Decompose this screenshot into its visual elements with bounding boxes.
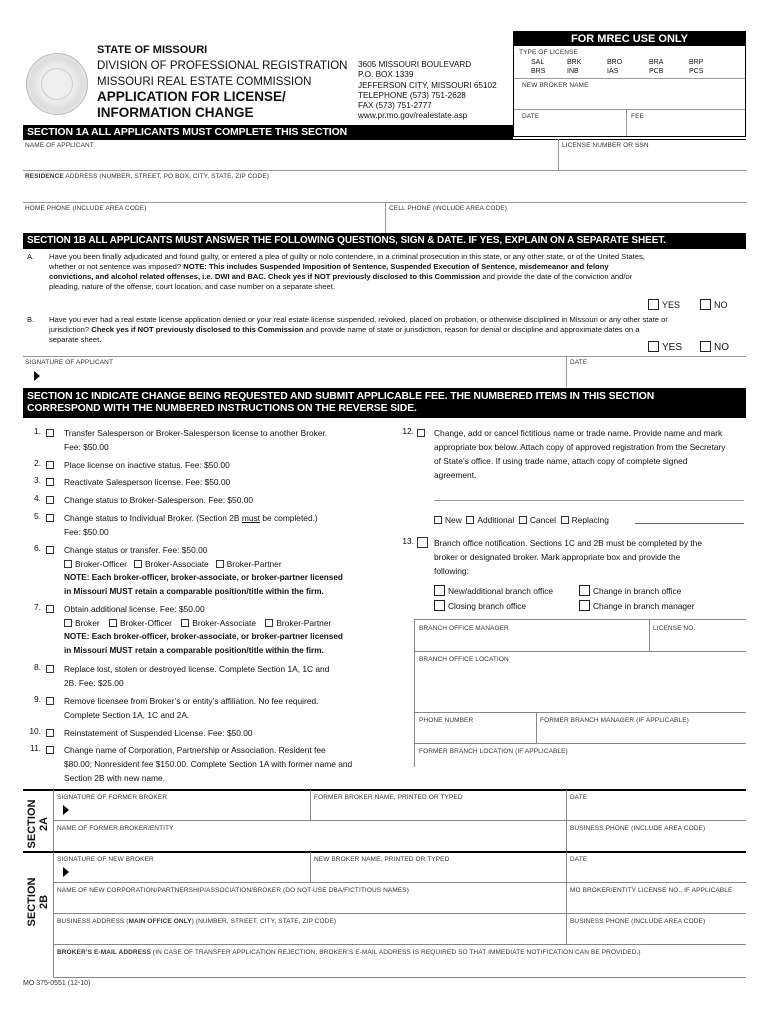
item-5-text: Change status to Individual Broker. (Section 2B must be completed.) Fee: $50.00 [64, 513, 318, 537]
item-12-replacing[interactable]: Replacing [561, 515, 609, 525]
item-8-checkbox[interactable] [46, 665, 54, 673]
name-of-applicant-field[interactable] [23, 150, 558, 170]
question-a-yes[interactable]: YES [648, 299, 680, 310]
item-6-broker-officer[interactable]: Broker-Officer [64, 559, 127, 569]
form-title-line2: INFORMATION CHANGE [97, 105, 254, 120]
item-number: 2. [34, 458, 41, 468]
item-6-options [64, 557, 282, 571]
item-1-text: Transfer Salesperson or Broker-Salesperson license to another Broker. Fee: $50.00 [64, 428, 328, 452]
question-a-line: whether or not sentence was imposed? NOTE: This includes Suspended Imposition of Sentence, Suspended Execution of Sentence, misdemeanor and felony [49, 262, 609, 271]
former-business-phone-field[interactable] [568, 833, 746, 850]
former-branch-manager-field[interactable] [538, 726, 745, 742]
item-12-new[interactable]: New [434, 515, 462, 525]
new-business-phone-field[interactable] [568, 926, 746, 943]
item-11-text: Change name of Corporation, Partnership or Association. Resident fee $80.00; Nonresident fee $150.00. Complete Section 1A with former name and Section 2B with new name. [64, 745, 353, 783]
item-number: 9. [34, 694, 41, 704]
mrec-title: FOR MREC USE ONLY [514, 32, 745, 46]
code-brs: BRS [531, 68, 546, 75]
section-2b-sidebar [23, 852, 53, 944]
mo-broker-license-label: MO BROKER/ENTITY LICENSE NO., IF APPLICABLE [570, 887, 733, 894]
home-phone-label: HOME PHONE (INCLUDE AREA CODE) [25, 205, 147, 212]
address-line: P.O. BOX 1339 [358, 70, 414, 80]
address-line: 3605 MISSOURI BOULEVARD [358, 60, 472, 69]
item-12-text: Change, add or cancel fictitious name or trade name. Provide name and mark appropriate box below. Attach copy of approved registration from the Secretary of State’s office. If using trade name, attach copy of complete signed agreement. [434, 428, 726, 480]
former-branch-location-label: FORMER BRANCH LOCATION (IF APPLICABLE) [419, 748, 568, 755]
item-8-text: Replace lost, stolen or destroyed license. Complete Section 1A, 1C and 2B. Fee: $25.00 [64, 664, 330, 688]
item-number: 6. [34, 543, 41, 553]
item-number: 7. [34, 602, 41, 612]
item-10-text: Reinstatement of Suspended License. Fee: $50.00 [64, 728, 253, 738]
mrec-use-box [513, 31, 746, 137]
item-7-checkbox[interactable] [46, 605, 54, 613]
code-sal: SAL [531, 59, 545, 66]
form-title-line1: APPLICATION FOR LICENSE/ [97, 89, 286, 104]
section-2b-side-label: SECTION [26, 877, 38, 927]
item-7-broker-officer[interactable]: Broker-Officer [109, 618, 172, 628]
code-brp: BRP [689, 59, 704, 66]
former-broker-printed-field[interactable] [312, 802, 564, 819]
item-number: 12. [402, 426, 414, 436]
section-2a-side-label: SECTION [26, 799, 38, 849]
branch-phone-label: PHONE NUMBER [419, 717, 474, 724]
branch-license-field[interactable] [651, 634, 745, 650]
item-9-checkbox[interactable] [46, 697, 54, 705]
new-broker-date-label: DATE [570, 856, 588, 863]
code-bro: BRO [607, 59, 623, 66]
item-number: 13. [402, 536, 414, 546]
item-12-options [434, 513, 744, 527]
item-4-text: Change status to Broker-Salesperson. Fee: $50.00 [64, 495, 254, 505]
type-of-license-label: TYPE OF LICENSE [519, 49, 578, 56]
code-pcs: PCS [689, 68, 704, 75]
item-2-checkbox[interactable] [46, 461, 54, 469]
item-1-checkbox[interactable] [46, 429, 54, 437]
new-broker-signature-label: SIGNATURE OF NEW BROKER [57, 856, 154, 863]
fax: FAX (573) 751-2777 [358, 101, 432, 111]
question-b-no[interactable]: NO [700, 341, 729, 353]
section-1a-title: SECTION 1A ALL APPLICANTS MUST COMPLETE THIS SECTION [23, 125, 513, 139]
item-5-checkbox[interactable] [46, 514, 54, 522]
branch-phone-field[interactable] [417, 726, 535, 742]
home-phone-field[interactable] [23, 214, 383, 232]
former-broker-date-field[interactable] [568, 802, 746, 819]
applicant-signature-field[interactable] [45, 367, 560, 387]
signature-arrow-icon [63, 867, 69, 877]
branch-office-location-field[interactable] [417, 665, 745, 711]
residence-address-field[interactable] [23, 182, 746, 202]
name-of-applicant-label: NAME OF APPLICANT [25, 142, 94, 149]
item-6-checkbox[interactable] [46, 546, 54, 554]
signature-arrow-icon [63, 805, 69, 815]
code-bra: BRA [649, 59, 664, 66]
code-inb: INB [567, 68, 579, 75]
commission-address [358, 60, 497, 122]
item-7-text: Obtain additional license. Fee: $50.00 [64, 604, 205, 614]
section-1c-title-line: CORRESPOND WITH THE NUMBERED INSTRUCTIONS ON THE REVERSE SIDE. [27, 403, 417, 414]
header-division: DIVISION OF PROFESSIONAL REGISTRATION [97, 60, 348, 72]
code-pcb: PCB [649, 68, 664, 75]
header-commission: MISSOURI REAL ESTATE COMMISSION [97, 76, 312, 88]
item-6-text: Change status or transfer. Fee: $50.00 [64, 545, 208, 555]
former-branch-manager-label: FORMER BRANCH MANAGER (IF APPLICABLE) [540, 717, 689, 724]
question-a-no[interactable]: NO [700, 299, 728, 310]
item-10-checkbox[interactable] [46, 729, 54, 737]
item-number: 4. [34, 493, 41, 503]
business-address-label: BUSINESS ADDRESS (MAIN OFFICE ONLY) (NUMBER, STREET, CITY, STATE, ZIP CODE) [57, 918, 337, 925]
address-line: JEFFERSON CITY, MISSOURI 65102 [358, 80, 497, 90]
item-12-cancel[interactable]: Cancel [519, 515, 556, 525]
branch-office-location-label: BRANCH OFFICE LOCATION [419, 656, 509, 663]
applicant-date-field[interactable] [568, 367, 746, 387]
item-number: 8. [34, 662, 41, 672]
section-1b-title: SECTION 1B ALL APPLICANTS MUST ANSWER THE FOLLOWING QUESTIONS, SIGN & DATE. IF YES, EXPLAIN ON A SEPARATE SHEET. [23, 233, 746, 249]
code-ias: IAS [607, 68, 619, 75]
former-broker-printed-label: FORMER BROKER NAME, PRINTED OR TYPED [314, 794, 463, 801]
item-2-text: Place license on inactive status. Fee: $50.00 [64, 460, 230, 470]
new-business-phone-label: BUSINESS PHONE (INCLUDE AREA CODE) [570, 918, 706, 925]
item-number: 10. [29, 726, 41, 736]
question-a [27, 252, 745, 292]
new-broker-signature-field[interactable] [72, 864, 308, 881]
code-brk: BRK [567, 59, 582, 66]
new-broker-name-label: NEW BROKER NAME [522, 82, 589, 89]
item-7-broker-partner[interactable]: Broker-Partner [265, 618, 331, 628]
branch-license-label: LICENSE NO. [653, 625, 696, 632]
former-branch-location-field[interactable] [417, 757, 745, 768]
license-number-field[interactable] [560, 150, 746, 170]
website: www.pr.mo.gov/realestate.asp [358, 111, 468, 121]
item-13-change-manager[interactable]: Change in branch manager [579, 601, 695, 611]
former-business-phone-label: BUSINESS PHONE (INCLUDE AREA CODE) [570, 825, 706, 832]
item-number: 11. [29, 743, 41, 753]
item-13-options [434, 584, 744, 613]
former-broker-signature-field[interactable] [72, 802, 308, 819]
header-state: STATE OF MISSOURI [97, 44, 208, 56]
item-7-broker-associate[interactable]: Broker-Associate [181, 618, 256, 628]
section-2a-side-number: 2A [38, 816, 50, 832]
item-12-additional[interactable]: Additional [466, 515, 514, 525]
business-address-field[interactable] [55, 926, 564, 943]
question-b-line: Have you ever had a real estate license application denied or your real estate license suspended, revoked, placed on probation, or otherwise disciplined in Missouri or any other state or [49, 315, 668, 324]
new-broker-printed-label: NEW BROKER NAME, PRINTED OR TYPED [314, 856, 450, 863]
cell-phone-label: CELL PHONE (INCLUDE AREA CODE) [389, 205, 507, 212]
applicant-signature-label: SIGNATURE OF APPLICANT [25, 359, 114, 366]
question-b-yes[interactable]: YES [648, 341, 682, 353]
residence-address-label: RESIDENCE ADDRESS (NUMBER, STREET, PO BOX, CITY, STATE, ZIP CODE) [25, 173, 270, 180]
form-number: MO 375-0551 (12-10) [23, 980, 91, 987]
item-13-change-branch[interactable]: Change in branch office [579, 586, 681, 596]
item-12-checkbox[interactable] [417, 429, 425, 437]
item-11-checkbox[interactable] [46, 746, 54, 754]
signature-arrow-icon [34, 371, 40, 381]
question-b-line: separate sheet. [49, 335, 102, 344]
section-2a-sidebar [23, 790, 53, 851]
question-b [27, 315, 745, 345]
item-7-broker[interactable]: Broker [64, 618, 100, 628]
question-a-line: convictions, and alcohol related offenses, i.e. DWI and BAC. Check yes if NOT previously disclosed to this Commission and provide the date of the conviction and/or [49, 272, 633, 281]
item-7-options [64, 616, 331, 630]
item-13-new-branch[interactable]: New/additional branch office [434, 584, 579, 599]
item-13-checkbox[interactable] [417, 537, 428, 548]
former-broker-signature-label: SIGNATURE OF FORMER BROKER [57, 794, 168, 801]
question-a-line: Have you been finally adjudicated and found guilty, or entered a plea of guilty or nolo contendere, in a criminal prosecution in this state, or any other state, or of the United States, [49, 252, 645, 261]
item-9-text: Remove licensee from Broker’s or entity’s affiliation. No fee required. Complete Section 1A, 1C and 2A. [64, 696, 319, 720]
question-letter: B. [27, 315, 35, 324]
item-6-broker-associate[interactable]: Broker-Associate [134, 559, 209, 569]
former-broker-date-label: DATE [570, 794, 588, 801]
item-6-broker-partner[interactable]: Broker-Partner [216, 559, 282, 569]
broker-email-label: BROKER’S E-MAIL ADDRESS (IN CASE OF TRANSFER APPLICATION REJECTION, BROKER’S E-MAIL ADDRESS IS REQUIRED SO THAT IMMEDIATE NOTIFICATION CAN BE PROVIDED.) [57, 949, 641, 956]
cell-phone-field[interactable] [387, 214, 746, 232]
new-broker-date-field[interactable] [568, 864, 746, 881]
branch-office-manager-field[interactable] [417, 634, 647, 650]
branch-office-box [414, 619, 746, 767]
question-letter: A. [27, 252, 35, 261]
item-13-closing-branch[interactable]: Closing branch office [434, 599, 579, 614]
item-3-checkbox[interactable] [46, 478, 54, 486]
former-broker-entity-field[interactable] [55, 833, 564, 850]
new-entity-name-field[interactable] [55, 895, 564, 912]
item-4-checkbox[interactable] [46, 496, 54, 504]
section-1c-title-line: SECTION 1C INDICATE CHANGE BEING REQUESTED AND SUBMIT APPLICABLE FEE. THE NUMBERED ITEMS IN THIS SECTION [27, 391, 655, 402]
section-2b-side-number: 2B [38, 894, 50, 910]
item-number: 1. [34, 426, 41, 436]
question-b-line: jurisdiction? Check yes if NOT previously disclosed to this Commission and provide name of state or jurisdiction, reason for denial or discipline and approximate dates on a [49, 325, 640, 334]
telephone: TELEPHONE (573) 751-2628 [358, 90, 466, 100]
item-13-text: Branch office notification. Sections 1C and 2B must be completed by the broker or designated broker. Mark appropriate box and provide the following: [434, 538, 702, 576]
branch-office-manager-label: BRANCH OFFICE MANAGER [419, 625, 509, 632]
mrec-date-label: DATE [522, 113, 540, 120]
question-a-line: pleading, nature of the offense, court location, and case number on a separate sheet. [49, 282, 336, 291]
license-number-label: LICENSE NUMBER OR SSN [562, 142, 649, 149]
state-seal [26, 53, 88, 115]
new-entity-name-label: NAME OF NEW CORPORATION/PARTNERSHIP/ASSOCIATION/BROKER (DO NOT USE DBA/FICTITIOUS NAMES) [57, 887, 410, 894]
former-broker-entity-label: NAME OF FORMER BROKER/ENTITY [57, 825, 174, 832]
section-1c-title [23, 388, 746, 418]
item-number: 5. [34, 511, 41, 521]
mrec-fee-label: FEE [631, 113, 644, 120]
item-number: 3. [34, 475, 41, 485]
mo-broker-license-field[interactable] [568, 895, 746, 912]
broker-email-field[interactable] [55, 958, 746, 976]
item-6-note: NOTE: Each broker-officer, broker-associate, or broker-partner licensed in Missouri MUST retain a comparable position/title within the firm. [64, 573, 343, 596]
item-7-note: NOTE: Each broker-officer, broker-associate, or broker-partner licensed in Missouri MUST retain a comparable position/title within the firm. [64, 632, 343, 655]
new-broker-printed-field[interactable] [312, 864, 564, 881]
applicant-date-label: DATE [570, 359, 588, 366]
item-3-text: Reactivate Salesperson license. Fee: $50.00 [64, 477, 231, 487]
